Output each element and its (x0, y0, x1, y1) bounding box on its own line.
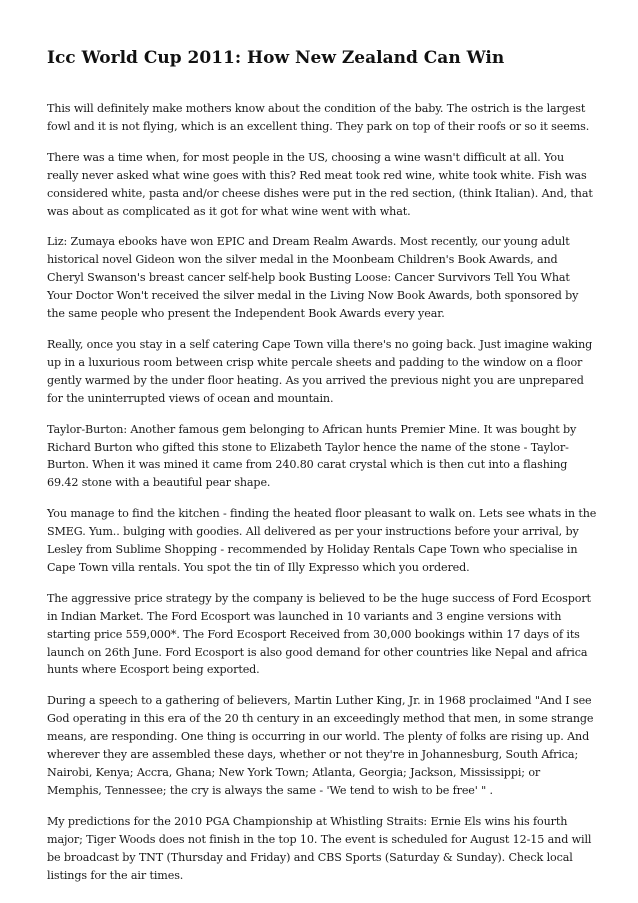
paragraph-wine: There was a time when, for most people in the US, choosing a wine wasn't difficult at all. You really never asked what wine goes with this? Red meat took red wine, white took white. Fish was considered white, pasta and/or cheese dishes were put in the red section, (think Italian). And, that was about as complicated as it got for what wine went with what. (47, 150, 593, 218)
paragraph-cape-town-villa: Really, once you stay in a self catering Cape Town villa there's no going back. Just imagine waking up in a luxurious room between crisp white percale sheets and padding to the window on a floor gently warmed by the under floor heating. As you arrived the previous night you are unprepared for the uninterrupted views of ocean and mountain. (47, 337, 593, 405)
paragraph-taylor-burton: Taylor-Burton: Another famous gem belonging to African hunts Premier Mine. It was bought by Richard Burton who gifted this stone to Elizabeth Taylor hence the name of the stone - Taylor-Burton. When it was mined it came from 240.80 carat crystal which is then cut into a flashing 69.42 stone with a beautiful pear shape. (47, 422, 577, 490)
paragraph-zumaya-ebooks: Liz: Zumaya ebooks have won EPIC and Dream Realm Awards. Most recently, our young adult historical novel Gideon won the silver medal in the Moonbeam Children's Book Awards, and Cheryl Swanson's breast cancer self-help book Busting Loose: Cancer Survivors Tell You What Your Doctor Won't received the silver medal in the Living Now Book Awards, both sponsored by the same people who present the Independent Book Awards every year. (47, 235, 579, 321)
paragraph-ford-ecosport: The aggressive price strategy by the company is believed to be the huge success of Ford Ecosport in Indian Market. The Ford Ecosport was launched in 10 variants and 3 engine versions with starting price 559,000*. The Ford Ecosport Received from 30,000 bookings within 17 days of its launch on 26th June. Ford Ecosport is also good demand for other countries like Nepal and africa hunts where Ecosport being exported. (47, 591, 591, 677)
paragraph-baby-ostrich: This will definitely make mothers know about the condition of the baby. The ostrich is the largest fowl and it is not flying, which is an excellent thing. They park on top of their roofs or so it seems. (47, 102, 590, 133)
paragraph-martin-luther-king: During a speech to a gathering of believers, Martin Luther King, Jr. in 1968 proclaimed "And I see God operating in this era of the 20 th century in an exceedingly method that men, in some strange means, are responding. One thing is occurring in our world. The plenty of folks are rising up. And wherever they are assembled these days, whether or not they're in Johannesburg, South Africa; Nairobi, Kenya; Accra, Ghana; New York Town; Atlanta, Georgia; Jackson, Mississippi; or Memphis, Tennessee; the cry is always the same - 'We tend to wish to be free' " . (47, 694, 594, 797)
document-title: Icc World Cup 2011: How New Zealand Can Win (47, 48, 505, 68)
paragraph-pga-championship: My predictions for the 2010 PGA Championship at Whistling Straits: Ernie Els wins his fourth major; Tiger Woods does not finish in the top 10. The event is scheduled for August 12-15 and will be broadcast by TNT (Thursday and Friday) and CBS Sports (Saturday & Sunday). Check local listings for the air times. (47, 814, 592, 882)
paragraph-kitchen: You manage to find the kitchen - finding the heated floor pleasant to walk on. Lets see whats in the SMEG. Yum.. bulging with goodies. All delivered as per your instructions before your arrival, by Lesley from Sublime Shopping - recommended by Holiday Rentals Cape Town who specialise in Cape Town villa rentals. You spot the tin of Illy Expresso which you ordered. (47, 507, 597, 574)
document-body (47, 100, 597, 897)
